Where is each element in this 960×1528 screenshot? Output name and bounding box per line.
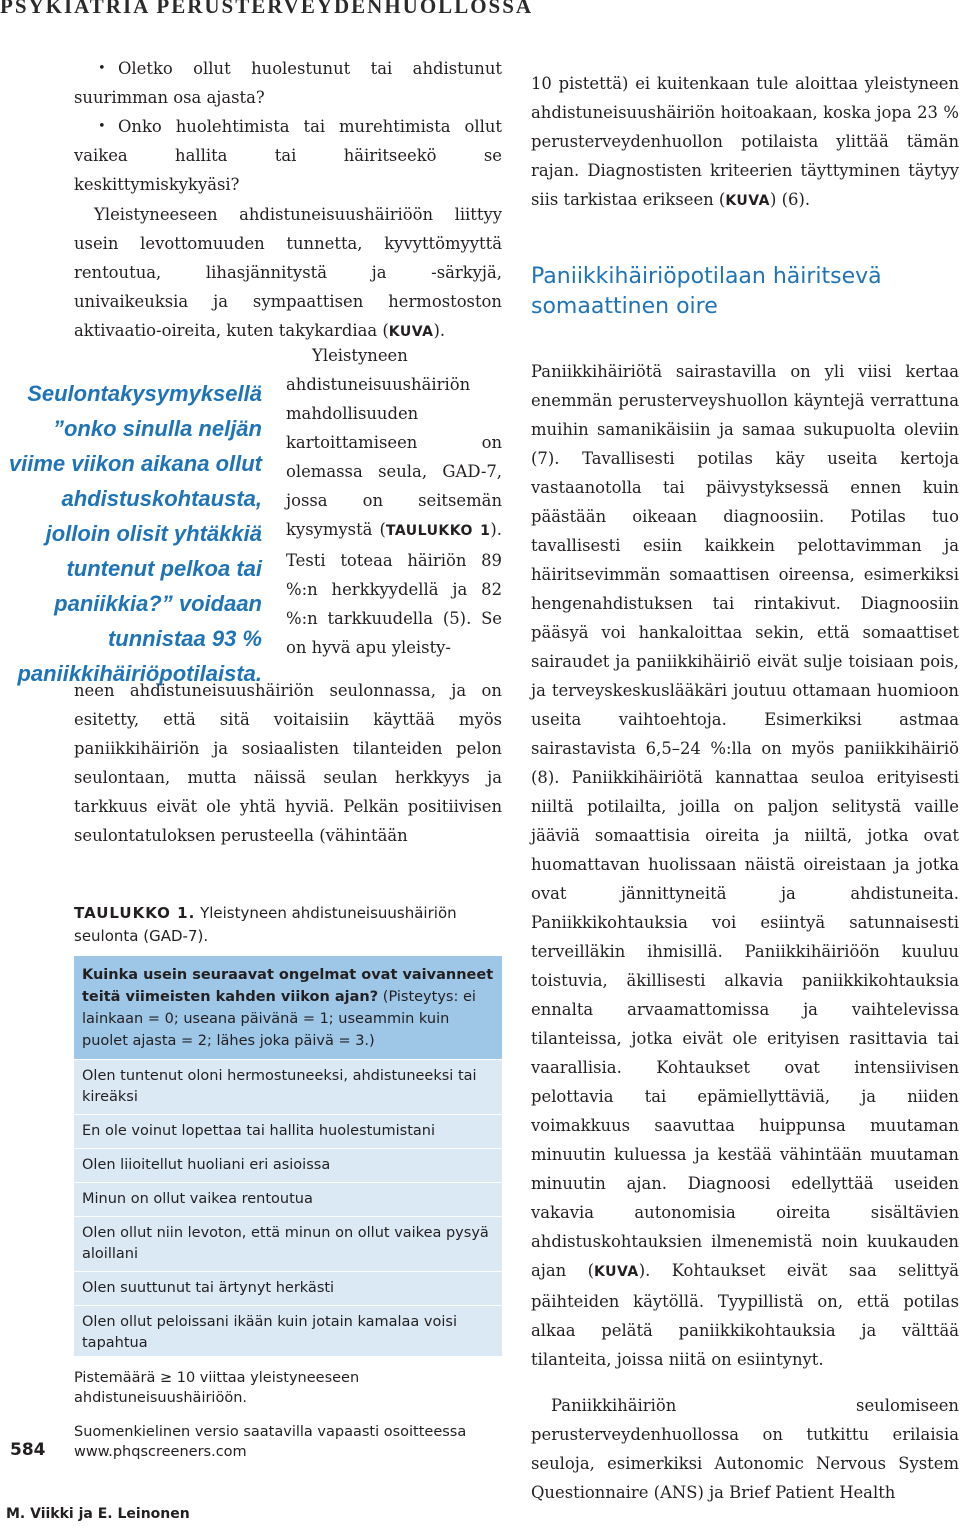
table-row: Olen tuntenut oloni hermostuneeksi, ahdistuneeksi tai kireäksi — [74, 1059, 502, 1114]
table-row: Olen suuttunut tai ärtynyt herkästi — [74, 1271, 502, 1305]
page-number: 584 — [10, 1440, 46, 1460]
figure-reference: KUVA — [725, 193, 771, 210]
table-caption-text: Yleistyneen ahdistuneisuushäiriön seulonta (GAD-7). — [74, 904, 457, 945]
gad7-paragraph: Yleistyneen ahdistuneisuushäiriön mahdollisuuden kartoittamiseen on olemassa seula, GAD-7, jossa on seitsemän kysymystä (TAULUKKO 1). Testi toteaa häiriön 89 %:n herkkyydellä ja 82 %:n tarkkuudella (5). Se on hyvä apu yleisty- — [286, 346, 502, 657]
gad7-paragraph-continued: neen ahdistuneisuushäiriön seulonnassa, ja on esitetty, että sitä voitaisiin käyttää myös paniikkihäiriön ja sosiaalisten tilanteiden pelon seulontaan, mutta näissä seulan herkkyys ja tarkkuus eivät ole yhtä hyviä. Pelkän positiivisen seulontatuloksen perusteella (vähintään — [74, 681, 502, 846]
table-row: Minun on ollut vaikea rentoutua — [74, 1182, 502, 1216]
gad-paragraph: Yleistyneeseen ahdistuneisuushäiriöön liittyy usein levottomuuden tunnetta, kyvyttömyyttä rentoutua, lihasjännitystä ja -särkyjä, univaikeuksia ja sympaattisen hermostoston aktivaatio-oireita, kuten takykardiaa (KUVA). — [74, 205, 502, 340]
intro-paragraph: 10 pistettä) ei kuitenkaan tule aloittaa yleistyneen ahdistuneisuushäiriön hoitoakaan, koska jopa 23 % perusterveydenhuollon potilaista ylittää tämän rajan. Diagnostisten kriteerien täyttyminen täytyy siis tarkistaa erikseen (KUVA) (6). — [531, 74, 959, 210]
figure-reference: KUVA — [388, 324, 434, 340]
bullet-item: • Onko huolehtimista tai murehtimista ollut vaikea hallita tai häiritseekö se keskittymiskykyäsi? — [74, 112, 502, 199]
table-label: TAULUKKO 1. — [74, 904, 196, 922]
pull-quote: Seulontakysymyksellä ”onko sinulla neljän viime viikon aikana ollut ahdistuskohtausta, jolloin olisit yhtäkkiä tuntenut pelkoa tai paniikkia?” voidaan tunnistaa 93 % paniikkihäiriöpotilaista. — [8, 381, 262, 686]
table-header — [74, 956, 502, 1059]
table-caption — [74, 902, 502, 948]
section-heading: Paniikkihäiriöpotilaan häiritsevä somaattinen oire — [531, 264, 882, 319]
figure-reference: KUVA — [593, 1264, 639, 1281]
table-scoring: (Pisteytys: ei lainkaan = 0; useana päivänä = 1; useammin kuin puolet ajasta = 2; lähes joka päivä = 3.) — [82, 989, 476, 1049]
table-row: En ole voinut lopettaa tai hallita huolestumistani — [74, 1114, 502, 1148]
panic-disorder-body: Paniikkihäiriötä sairastavilla on yli viisi kertaa enemmän perusterveyshuollon käyntejä verrattuna muihin samanikäisiin ja samaa sukupuolta oleviin (7). Tavallisesti potilas käy useita kertoja vastaanotolla tai päivystyksessä ennen kuin päästään oikeaan diagnoosiin. Potilas tuo tavallisesti esiin kaikkein pelottavimman ja häiritsevimmän somaattisen oireensa, esimerkiksi hengenahdistuksen tai rintakivut. Diagnoosiin pääsyä voi hankaloittaa sekin, että somaattiset sairaudet ja paniikkihäiriö eivät sulje toisiaan pois, ja terveyskeskuslääkäri joutuu ottamaan huomioon useita vaihtoehtoja. Esimerkiksi astmaa sairastavista 6,5–24 %:lla on myös paniikkihäiriö (8). Paniikkihäiriötä kannattaa seuloa erityisesti niiltä potilailta, joilla on paljon selitystä vaille jääviä somaattisia oireita ja niiltä, jotka ovat huomattavan huolissaan näistä oireistaan ja jotka ovat jännittyneitä ja ahdistuneita. Paniikkikohtauksia voi esiintyä satunnaisesti terveilläkin ihmisillä. Paniikkihäiriöön kuuluu toistuvia, äkillisesti alkavia paniikkikohtauksia ennalta arvaamattomissa ja vaihtelevissa tilanteissa, jotka eivät ole erityisen rasittavia tai vaarallisia. Kohtaukset ovat intensiivisen pelottavia tai epämiellyttäviä, ja niiden voimakkuus saavuttaa huippunsa muutaman minuutin kuluessa ja kestää vähintään muutaman minuutin ajan. Diagnoosi edellyttää useiden vakavia autonomisia oireita sisältävien ahdistuskohtauksien ilmenemistä noin kuukauden ajan (KUVA). Kohtaukset eivät saa selittyä päihteiden käytöllä. Tyypillistä on, että potilas alkaa pelätä paniikkikohtauksia ja välttää tilanteita, joissa niitä on esiintynyt. Paniikkihäiriön seulomiseen perusterveydenhuollossa on tutkittu erilaisia seuloja, esimerkiksi Autonomic Nervous System Questionnaire (ANS) ja Brief Patient Health — [531, 341, 959, 1507]
table-footnote-source: Suomenkielinen versio saatavilla vapaasti osoitteessa www.phqscreeners.com — [74, 1424, 467, 1460]
table-row: Olen ollut niin levoton, että minun on ollut vaikea pysyä aloillani — [74, 1216, 502, 1271]
screening-questions — [74, 54, 502, 199]
table-row: Olen liioitellut huoliani eri asioissa — [74, 1148, 502, 1182]
screening-paragraph: Paniikkihäiriön seulomiseen perusterveydenhuollossa on tutkittu erilaisia seuloja, esimerkiksi Autonomic Nervous System Questionnaire (ANS) ja Brief Patient Health — [531, 1395, 959, 1502]
bullet-item: • Oletko ollut huolestunut tai ahdistunut suurimman osa ajasta? — [74, 54, 502, 112]
author-line: M. Viikki ja E. Leinonen — [6, 1506, 190, 1522]
table-row: Olen ollut peloissani ikään kuin jotain kamalaa voisi tapahtua — [74, 1305, 502, 1360]
table-footnote-score: Pistemäärä ≥ 10 viittaa yleistyneeseen ahdistuneisuushäiriöön. — [74, 1370, 360, 1406]
table-question: Kuinka usein seuraavat ongelmat ovat vaivanneet teitä viimeisten kahden viikon ajan? — [82, 967, 494, 1005]
gad7-table — [74, 956, 502, 1356]
table-reference: TAULUKKO 1 — [385, 523, 491, 539]
running-header: PSYKIATRIA PERUSTERVEYDENHUOLLOSSA — [0, 0, 534, 18]
